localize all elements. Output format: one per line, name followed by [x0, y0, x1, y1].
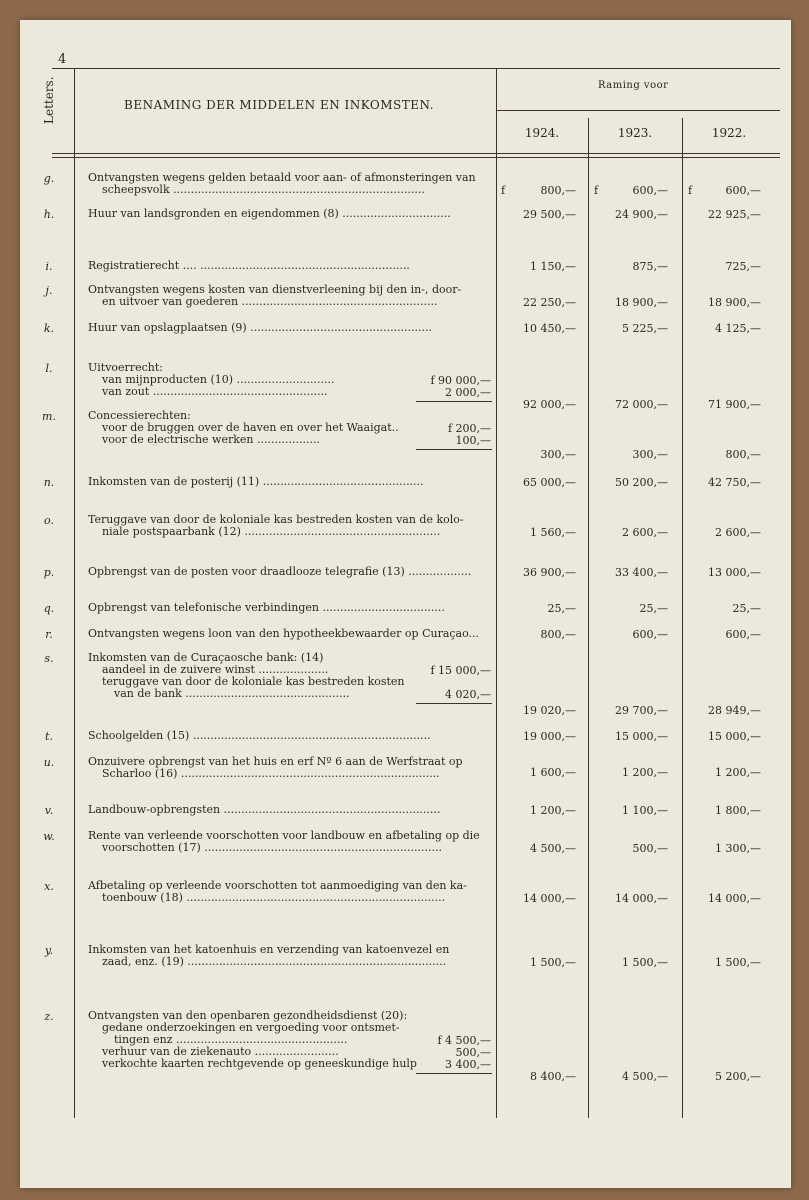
subtotal-rule — [416, 1073, 492, 1074]
row-description: verkochte kaarten rechtgevende op geneeskundige hulp — [102, 1057, 417, 1070]
row-letter: w. — [43, 830, 55, 843]
florin-sign: f — [501, 184, 506, 197]
amount-1923: 4 500,— — [622, 1070, 668, 1083]
amount-1923: 2 600,— — [622, 526, 668, 539]
subtotal-rule — [416, 401, 492, 402]
amount-1922: 22 925,— — [708, 208, 761, 221]
row-description: voor de electrische werken .................. — [102, 433, 320, 446]
amount-1923: 1 200,— — [622, 766, 668, 779]
amount-1923: 29 700,— — [615, 704, 668, 717]
row-description: Opbrengst van telefonische verbindingen ................................... — [88, 601, 445, 614]
row-description: voor de bruggen over de haven en over het Waaigat.. — [102, 421, 399, 434]
amount-1923: 500,— — [632, 842, 668, 855]
row-letter: p. — [43, 566, 55, 579]
row-description: Concessierechten: — [88, 409, 191, 422]
page-number: 4 — [58, 52, 67, 67]
row-description: van de bank ............................................... — [114, 687, 350, 700]
year-1924: 1924. — [524, 126, 560, 140]
row-letter: j. — [45, 284, 53, 297]
sub-amount: 3 400,— — [445, 1058, 491, 1071]
amount-1923: 33 400,— — [615, 566, 668, 579]
letters-header: Letters. — [42, 76, 56, 124]
amount-1922: 5 200,— — [715, 1070, 761, 1083]
amount-1924: 29 500,— — [523, 208, 576, 221]
amount-1924: 14 000,— — [523, 892, 576, 905]
amount-1924: 65 000,— — [523, 476, 576, 489]
amount-1922: 1 200,— — [715, 766, 761, 779]
florin-sign: f — [594, 184, 599, 197]
row-description: Ontvangsten wegens gelden betaald voor aan- of afmonsteringen van — [88, 171, 476, 184]
row-description: Schoolgelden (15) .................................................................... — [88, 729, 431, 742]
amount-1924: 1 560,— — [530, 526, 576, 539]
row-letter: m. — [42, 410, 56, 423]
sub-amount: 4 020,— — [445, 688, 491, 701]
header-bottom-rule — [52, 153, 780, 158]
row-description: Ontvangsten wegens kosten van dienstverleening bij den in-, door- — [88, 283, 462, 296]
amount-1922: 28 949,— — [708, 704, 761, 717]
amount-1923: 14 000,— — [615, 892, 668, 905]
year-1922: 1922. — [711, 126, 747, 140]
row-letter: x. — [44, 880, 54, 893]
row-description: voorschotten (17) .................................................................... — [102, 841, 443, 854]
document-page — [20, 20, 791, 1188]
letters-column-rule — [74, 68, 75, 1118]
row-letter: u. — [43, 756, 55, 769]
amount-1924: 1 600,— — [530, 766, 576, 779]
column-title: BENAMING DER MIDDELEN EN INKOMSTEN. — [124, 98, 435, 112]
year-1923: 1923. — [617, 126, 653, 140]
row-description: Scharloo (16) .......................................................................... — [102, 767, 440, 780]
row-description: tingen enz ................................................. — [114, 1033, 348, 1046]
table-top-rule — [52, 68, 780, 69]
row-letter: q. — [43, 602, 55, 615]
amount-1923: 50 200,— — [615, 476, 668, 489]
row-description: Inkomsten van de Curaçaosche bank: (14) — [88, 651, 324, 664]
row-description: van zout .................................................. — [102, 385, 328, 398]
amount-1924: 1 150,— — [530, 260, 576, 273]
amount-1923: 875,— — [632, 260, 668, 273]
row-description: Inkomsten van het katoenhuis en verzending van katoenvezel en — [88, 943, 450, 956]
row-description: Uitvoerrecht: — [88, 361, 163, 374]
amount-1923: 18 900,— — [615, 296, 668, 309]
row-letter: y. — [44, 944, 54, 957]
amount-1922: 15 000,— — [708, 730, 761, 743]
row-letter: h. — [43, 208, 55, 221]
amount-1923: 25,— — [639, 602, 668, 615]
amount-1924: 36 900,— — [523, 566, 576, 579]
row-description: en uitvoer van goederen ........................................................ — [102, 295, 438, 308]
amount-1924: 800,— — [540, 184, 576, 197]
row-letter: l. — [45, 362, 53, 375]
sub-amount: f 15 000,— — [430, 664, 491, 677]
row-letter: g. — [43, 172, 55, 185]
amount-1922: 800,— — [725, 448, 761, 461]
row-description: scheepsvolk ........................................................................ — [102, 183, 425, 196]
amount-1922: 13 000,— — [708, 566, 761, 579]
subtotal-rule — [416, 449, 492, 450]
sub-amount: f 90 000,— — [430, 374, 491, 387]
amount-1924: 800,— — [540, 628, 576, 641]
row-description: aandeel in de zuivere winst .................... — [102, 663, 329, 676]
row-letter: k. — [43, 322, 55, 335]
amount-1922: 25,— — [732, 602, 761, 615]
amount-1924: 25,— — [547, 602, 576, 615]
row-description: van mijnproducten (10) ............................ — [102, 373, 335, 386]
amount-1924: 10 450,— — [523, 322, 576, 335]
amount-1924: 22 250,— — [523, 296, 576, 309]
amount-1922: 18 900,— — [708, 296, 761, 309]
florin-sign: f — [688, 184, 693, 197]
amount-1922: 4 125,— — [715, 322, 761, 335]
amount-1923: 1 100,— — [622, 804, 668, 817]
sub-amount: f 200,— — [447, 422, 491, 435]
amount-1924: 92 000,— — [523, 398, 576, 411]
row-description: teruggave van door de koloniale kas bestreden kosten — [102, 675, 405, 688]
amount-1922: 71 900,— — [708, 398, 761, 411]
amount-1923: 5 225,— — [622, 322, 668, 335]
sub-amount: f 4 500,— — [437, 1034, 491, 1047]
row-description: Inkomsten van de posterij (11) .............................................. — [88, 475, 424, 488]
amount-1924: 4 500,— — [530, 842, 576, 855]
subtotal-rule — [416, 703, 492, 704]
amount-1924: 1 200,— — [530, 804, 576, 817]
sub-amount: 500,— — [455, 1046, 491, 1059]
row-description: gedane onderzoekingen en vergoeding voor ontsmet- — [102, 1021, 400, 1034]
amount-1924: 8 400,— — [530, 1070, 576, 1083]
amount-1922: 14 000,— — [708, 892, 761, 905]
row-description: zaad, enz. (19) .......................................................................... — [102, 955, 447, 968]
row-description: Onzuivere opbrengst van het huis en erf Nº 6 aan de Werfstraat op — [88, 755, 463, 768]
row-letter: o. — [44, 514, 54, 527]
amount-1924: 300,— — [540, 448, 576, 461]
row-letter: v. — [44, 804, 54, 817]
amount-1923: 600,— — [632, 184, 668, 197]
row-letter: r. — [45, 628, 53, 641]
amount-1922: 1 300,— — [715, 842, 761, 855]
row-letter: z. — [44, 1010, 54, 1023]
row-description: Huur van landsgronden en eigendommen (8) ............................... — [88, 207, 451, 220]
sub-amount: 100,— — [455, 434, 491, 447]
amount-1922: 1 800,— — [715, 804, 761, 817]
amount-column-rule-1 — [496, 68, 497, 1118]
amount-1922: 600,— — [725, 628, 761, 641]
row-description: Afbetaling op verleende voorschotten tot aanmoediging van den ka- — [88, 879, 467, 892]
amount-column-rule-2 — [588, 118, 589, 1118]
row-letter: s. — [44, 652, 54, 665]
amount-1923: 72 000,— — [615, 398, 668, 411]
amount-1923: 1 500,— — [622, 956, 668, 969]
row-description: Teruggave van door de koloniale kas bestreden kosten van de kolo- — [88, 513, 464, 526]
row-description: toenbouw (18) .......................................................................... — [102, 891, 446, 904]
amount-1922: 600,— — [725, 184, 761, 197]
amount-1924: 19 020,— — [523, 704, 576, 717]
row-description: Opbrengst van de posten voor draadlooze telegrafie (13) .................. — [88, 565, 472, 578]
row-description: niale postspaarbank (12) ........................................................ — [102, 525, 441, 538]
row-letter: i. — [45, 260, 53, 273]
amount-1924: 1 500,— — [530, 956, 576, 969]
row-description: Ontvangsten wegens loon van den hypotheekbewaarder op Curaçao... — [88, 627, 480, 640]
row-description: Ontvangsten van den openbaren gezondheidsdienst (20): — [88, 1009, 408, 1022]
amount-1922: 725,— — [725, 260, 761, 273]
raming-header: Raming voor — [598, 80, 669, 91]
amount-1923: 24 900,— — [615, 208, 668, 221]
amount-1924: 19 000,— — [523, 730, 576, 743]
amount-1922: 1 500,— — [715, 956, 761, 969]
amount-1922: 42 750,— — [708, 476, 761, 489]
amount-1923: 15 000,— — [615, 730, 668, 743]
amount-column-rule-3 — [682, 118, 683, 1118]
raming-underline — [496, 110, 780, 111]
row-description: Rente van verleende voorschotten voor landbouw en afbetaling op die — [88, 829, 480, 842]
row-letter: t. — [45, 730, 53, 743]
row-description: Landbouw-opbrengsten .............................................................. — [88, 803, 441, 816]
row-letter: n. — [43, 476, 55, 489]
sub-amount: 2 000,— — [445, 386, 491, 399]
amount-1923: 300,— — [632, 448, 668, 461]
row-description: Huur van opslagplaatsen (9) .................................................... — [88, 321, 433, 334]
amount-1922: 2 600,— — [715, 526, 761, 539]
amount-1923: 600,— — [632, 628, 668, 641]
row-description: verhuur van de ziekenauto ........................ — [102, 1045, 339, 1058]
row-description: Registratierecht .... ............................................................ — [88, 259, 410, 272]
